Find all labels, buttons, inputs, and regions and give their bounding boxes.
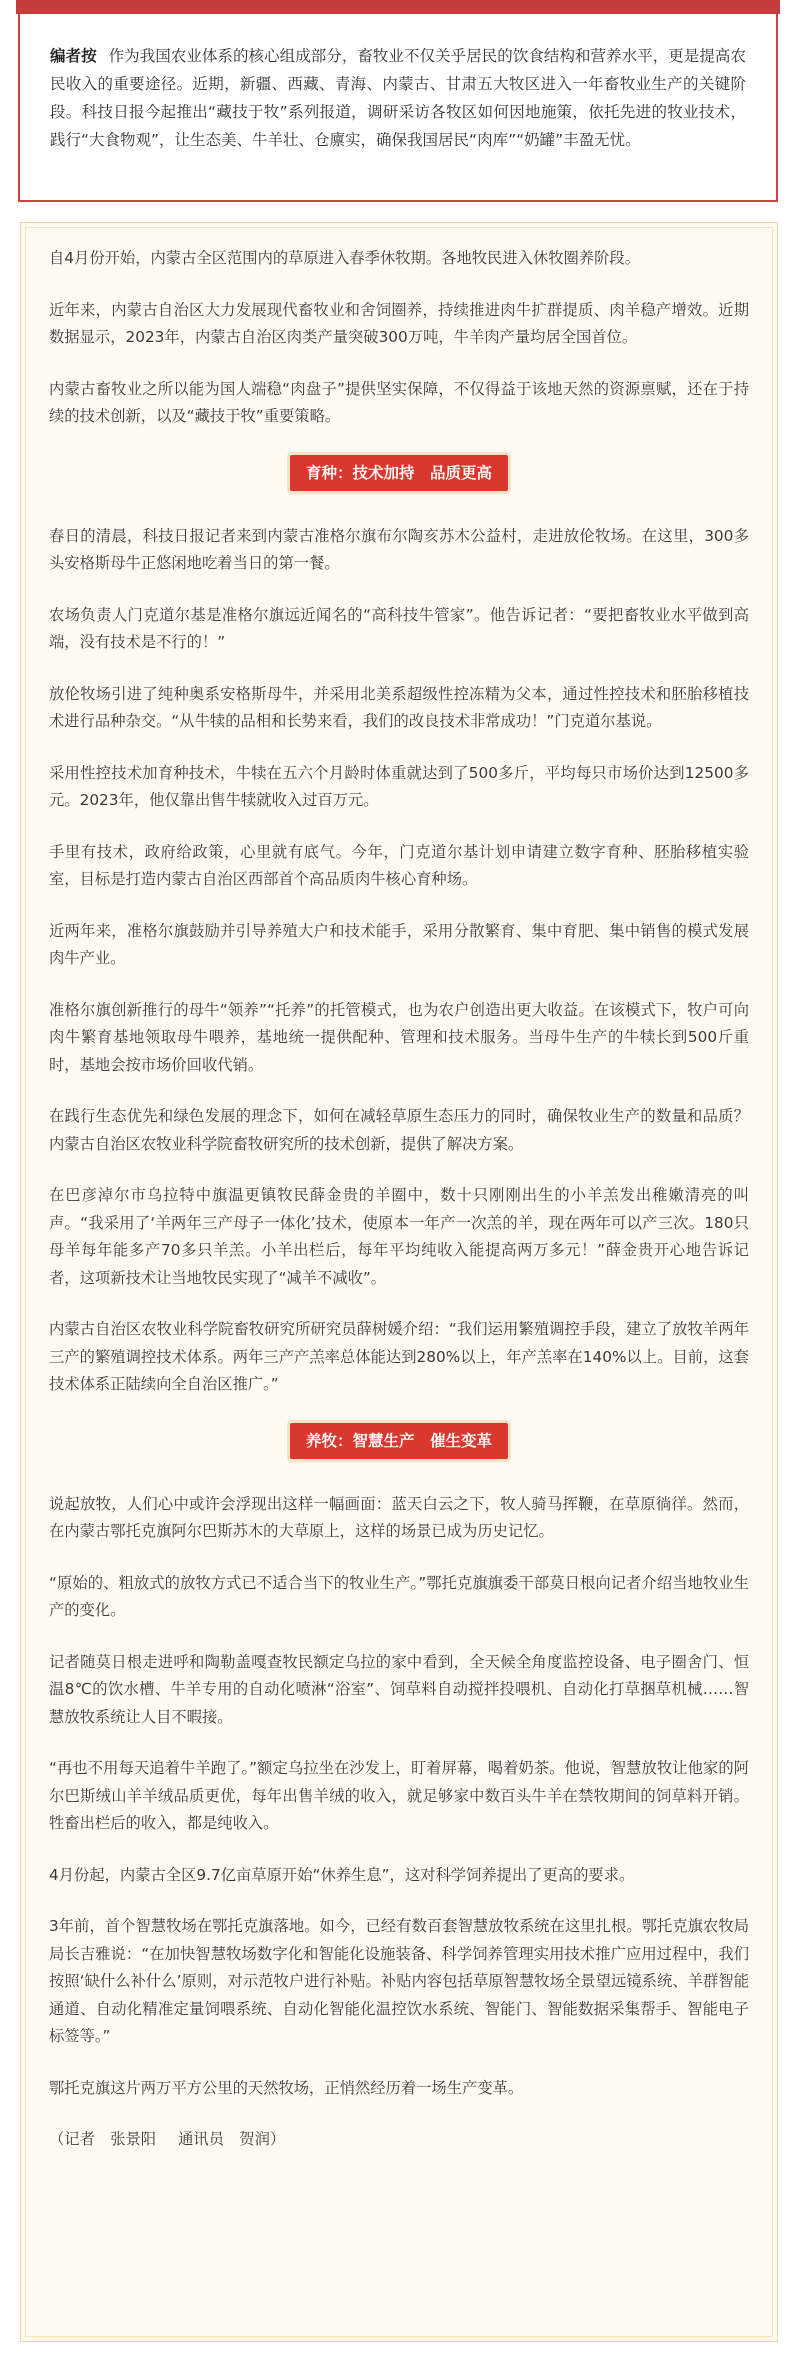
body-paragraph: 近两年来，准格尔旗鼓励并引导养殖大户和技术能手，采用分散繁育、集中育肥、集中销售的模式发展肉牛产业。: [49, 921, 749, 967]
top-accent-bar: [16, 0, 780, 14]
editor-note-text: 作为我国农业体系的核心组成部分，畜牧业不仅关乎居民的饮食结构和营养水平，更是提高农民收入的重要途径。近期，新疆、西藏、青海、内蒙古、甘肃五大牧区进入一年畜牧业生产的关键阶段。科技日报今起推出“藏技于牧”系列报道，调研采访各牧区如何因地施策，依托先进的牧业技术，践行“大食物观”，让生态美、牛羊壮、仓廪实，确保我国居民“肉库”“奶罐”丰盈无忧。: [50, 47, 746, 149]
body-paragraph: 准格尔旗创新推行的母牛“领养”“托养”的托管模式，也为农户创造出更大收益。在该模式下，牧户可向肉牛繁育基地领取母牛喂养，基地统一提供配种、管理和技术服务。当母牛生产的牛犊长到500斤重时，基地会按市场价回收代销。: [49, 1000, 749, 1074]
section-heading-breeding: [49, 455, 749, 495]
article-body: [20, 222, 778, 2342]
editor-note: [50, 42, 746, 154]
body-paragraph: 4月份起，内蒙古全区9.7亿亩草原开始“休养生息”，这对科学饲养提出了更高的要求。: [49, 1865, 635, 1884]
body-paragraph: 农场负责人门克道尔基是准格尔旗远近闻名的“高科技牛管家”。他告诉记者：“要把畜牧业水平做到高端，没有技术是不行的！”: [49, 605, 749, 651]
body-paragraph: 内蒙古自治区农牧业科学院畜牧研究所研究员薛树媛介绍：“我们运用繁殖调控手段，建立了放牧羊两年三产的繁殖调控技术体系。两年三产产羔率总体能达到280%以上，年产羔率在140%以上。目前，这套技术体系正陆续向全自治区推广。”: [49, 1320, 749, 1393]
byline-correspondent: 通讯员 贺润）: [178, 2130, 286, 2148]
body-paragraph: 鄂托克旗这片两万平方公里的天然牧场，正悄然经历着一场生产变革。: [49, 2078, 524, 2097]
body-paragraph: 在践行生态优先和绿色发展的理念下，如何在减轻草原生态压力的同时，确保牧业生产的数量和品质？内蒙古自治区农牧业科学院畜牧研究所的技术创新，提供了解决方案。: [49, 1107, 749, 1153]
intro-paragraph: 近年来，内蒙古自治区大力发展现代畜牧业和舍饲圈养，持续推进肉牛扩群提质、肉羊稳产增效。近期数据显示，2023年，内蒙古自治区肉类产量突破300万吨，牛羊肉产量均居全国首位。: [49, 300, 749, 346]
body-paragraph: 手里有技术，政府给政策，心里就有底气。今年，门克道尔基计划申请建立数字育种、胚胎移植实验室，目标是打造内蒙古自治区西部首个高品质肉牛核心育种场。: [49, 842, 749, 888]
section-heading-grazing: [49, 1423, 749, 1463]
body-paragraph: “原始的、粗放式的放牧方式已不适合当下的牧业生产。”鄂托克旗旗委干部莫日根向记者介绍当地牧业生产的变化。: [49, 1573, 749, 1619]
body-paragraph: “再也不用每天追着牛羊跑了。”额定乌拉坐在沙发上，盯着屏幕，喝着奶茶。他说，智慧放牧让他家的阿尔巴斯绒山羊羊绒品质更优，每年出售羊绒的收入，就足够家中数百头牛羊在禁牧期间的饲草料开销。牲畜出栏后的收入，都是纯收入。: [49, 1759, 749, 1832]
editor-note-label: 编者按: [50, 47, 97, 65]
body-paragraph: 说起放牧，人们心中或许会浮现出这样一幅画面：蓝天白云之下，牧人骑马挥鞭，在草原徜徉。然而，在内蒙古鄂托克旗阿尔巴斯苏木的大草原上，这样的场景已成为历史记忆。: [49, 1494, 749, 1540]
body-paragraph: 记者随莫日根走进呼和陶勒盖嘎查牧民额定乌拉的家中看到，全天候全角度监控设备、电子圈舍门、恒温8℃的饮水槽、牛羊专用的自动化喷淋“浴室”、饲草料自动搅拌投喂机、自动化打草捆草机械……智慧放牧系统让人目不暇接。: [49, 1652, 749, 1726]
body-paragraph: 放伦牧场引进了纯种奥系安格斯母牛，并采用北美系超级性控冻精为父本，通过性控技术和胚胎移植技术进行品种杂交。“从牛犊的品相和长势来看，我们的改良技术非常成功！”门克道尔基说。: [49, 684, 749, 730]
intro-paragraph: 自4月份开始，内蒙古全区范围内的草原进入春季休牧期。各地牧民进入休牧圈养阶段。: [49, 249, 641, 267]
editor-note-box: [18, 14, 778, 202]
body-paragraph: 3年前，首个智慧牧场在鄂托克旗落地。如今，已经有数百套智慧放牧系统在这里扎根。鄂托克旗农牧局局长吉雅说：“在加快智慧牧场数字化和智能化设施装备、科学饲养管理实用技术推广应用过程中，我们按照‘缺什么补什么’原则，对示范牧户进行补贴。补贴内容包括草原智慧牧场全景望远镜系统、羊群智能通道、自动化精准定量饲喂系统、自动化智能化温控饮水系统、智能门、智能数据采集帮手、智能电子标签等。”: [49, 1917, 749, 2045]
intro-paragraph: 内蒙古畜牧业之所以能为国人端稳“肉盘子”提供坚实保障，不仅得益于该地天然的资源禀赋，还在于持续的技术创新，以及“藏技于牧”重要策略。: [49, 379, 749, 425]
section-title: 育种：技术加持 品质更高: [290, 455, 508, 491]
section-title: 养牧：智慧生产 催生变革: [290, 1423, 508, 1459]
body-paragraph: 春日的清晨，科技日报记者来到内蒙古准格尔旗布尔陶亥苏木公益村，走进放伦牧场。在这里，300多头安格斯母牛正悠闲地吃着当日的第一餐。: [49, 526, 749, 572]
body-paragraph: 在巴彦淖尔市乌拉特中旗温更镇牧民薛金贵的羊圈中，数十只刚刚出生的小羊羔发出稚嫩清亮的叫声。“我采用了‘羊两年三产母子一体化’技术，使原本一年产一次羔的羊，现在两年可以产三次。180只母羊每年能多产70多只羊羔。小羊出栏后，每年平均纯收入能提高两万多元！”薛金贵开心地告诉记者，这项新技术让当地牧民实现了“减羊不减收”。: [49, 1186, 749, 1287]
byline: [49, 2126, 749, 2153]
byline-reporter: （记者 张景阳: [49, 2130, 157, 2148]
body-paragraph: 采用性控技术加育种技术，牛犊在五六个月龄时体重就达到了500多斤，平均每只市场价达到12500多元。2023年，他仅靠出售牛犊就收入过百万元。: [49, 763, 749, 809]
